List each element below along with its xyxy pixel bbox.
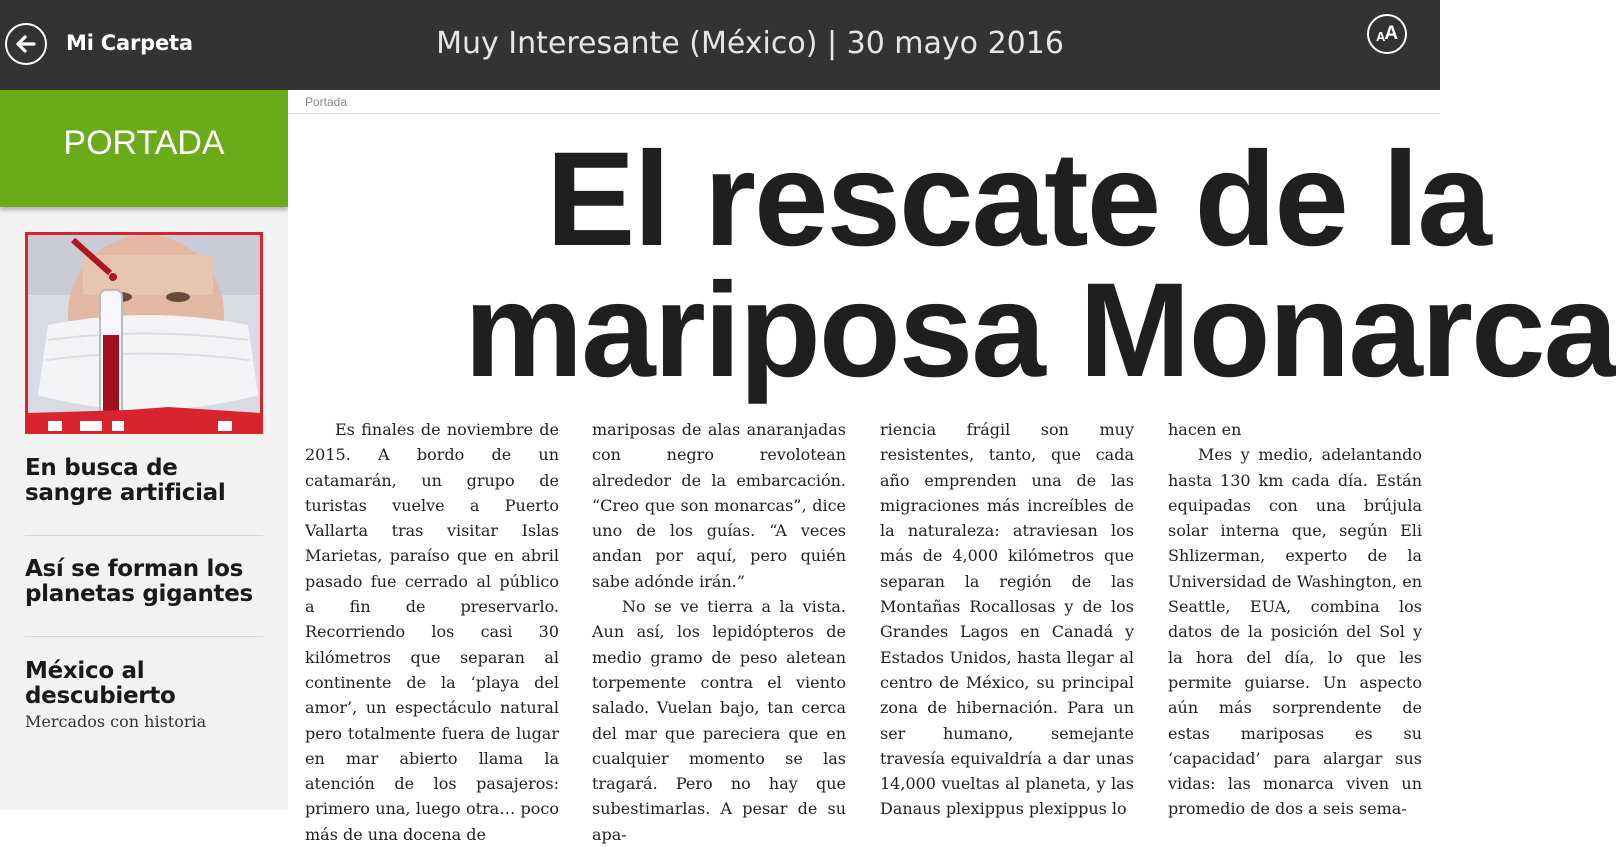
paragraph: Es finales de noviembre de 2015. A bordo de un catamarán, un grupo de turistas vuelve a Puerto Vallarta tras visitar Islas Marietas, paraíso que en abril pasado fue cerrado al público a fin de preservarlo. Recorriendo los casi 30 kilómetros que separan al continente de la ‘playa del amor’, un espectáculo natural pero totalmente fuera de lugar en mar abierto llama la atención de los pasajeros: primero una, luego otra… poco más de una docena de xyxy=(305,420,559,844)
breadcrumb-divider xyxy=(288,113,1440,114)
text-column-1 xyxy=(305,417,559,847)
paragraph: No se ve tierra a la vista. Aun así, los lepidópteros de medio gramo de peso aletean torpemente contra el viento salado. Vuelan bajo, tan cerca del mar que pareciera que en cualquier momento se las tragará. Pero no hay que subestimarlas. A pesar de su apa- xyxy=(592,597,846,844)
my-folder-link[interactable]: Mi Carpeta xyxy=(66,31,193,55)
article-item[interactable] xyxy=(25,659,263,731)
article-subtitle: Mercados con historia xyxy=(25,712,207,731)
article-title: En busca de sangre artificial xyxy=(25,455,226,506)
sidebar xyxy=(0,90,288,810)
text-column-3 xyxy=(880,417,1134,822)
issue-title: Muy Interesante (México) | 30 mayo 2016 xyxy=(436,26,1064,61)
font-size-button[interactable] xyxy=(1367,14,1407,54)
font-size-icon: A xyxy=(1375,29,1386,44)
headline-line-1: El rescate de la xyxy=(546,125,1490,274)
headline-line-2: mariposa Monarca xyxy=(464,256,1616,405)
section-header-portada[interactable] xyxy=(0,90,288,207)
article-title: México al descubierto xyxy=(25,658,176,709)
paragraph: mariposas de alas anaranjadas con negro revolotean alrededor de la embarcación. “Creo que son monarcas”, dice uno de los guías. “A veces andan por aquí, pero quién sabe adónde irán.” xyxy=(592,420,846,591)
article-title: Así se forman los planetas gigantes xyxy=(25,556,253,607)
text-column-2 xyxy=(592,417,846,847)
article-item[interactable] xyxy=(25,557,263,607)
paragraph: hacen en xyxy=(1168,420,1242,439)
divider xyxy=(25,535,263,536)
paragraph: riencia frágil son muy resistentes, tanto, que cada año emprenden una de las migraciones más increíbles de la naturaleza: atraviesan los más de 4,000 kilómetros que separan la región de las Montañas Rocallosas y de los Grandes Lagos en Canadá y Estados Unidos, hasta llegar al centro de México, su principal zona de hibernación. Para un ser humano, semejante travesía equivaldría a dar unas 14,000 vueltas al planeta, y las Danaus plexippus plexippus lo xyxy=(880,420,1134,819)
section-label: PORTADA xyxy=(63,124,225,162)
breadcrumb: Portada xyxy=(305,95,348,109)
divider xyxy=(25,636,263,637)
paragraph: Mes y medio, adelantando hasta 130 km cada día. Están equipadas con una brújula solar interna que, según Eli Shlizerman, experto de la Universidad de Washington, en Seattle, EUA, combina los datos de la posición del Sol y la hora del día, lo que les permite guiarse. Un aspecto aún más sorprendente de estas mariposas es su ‘capacidad’ para alargar sus vidas: las monarca viven un promedio de dos a seis sema- xyxy=(1168,445,1422,819)
font-size-icon-large: A xyxy=(1384,23,1399,44)
blood-vial-image xyxy=(28,235,260,431)
app-bar xyxy=(0,0,1440,90)
article-thumbnail[interactable] xyxy=(25,232,263,434)
article-item[interactable] xyxy=(25,456,263,506)
text-column-4 xyxy=(1168,417,1422,822)
article-reader xyxy=(288,90,1616,844)
